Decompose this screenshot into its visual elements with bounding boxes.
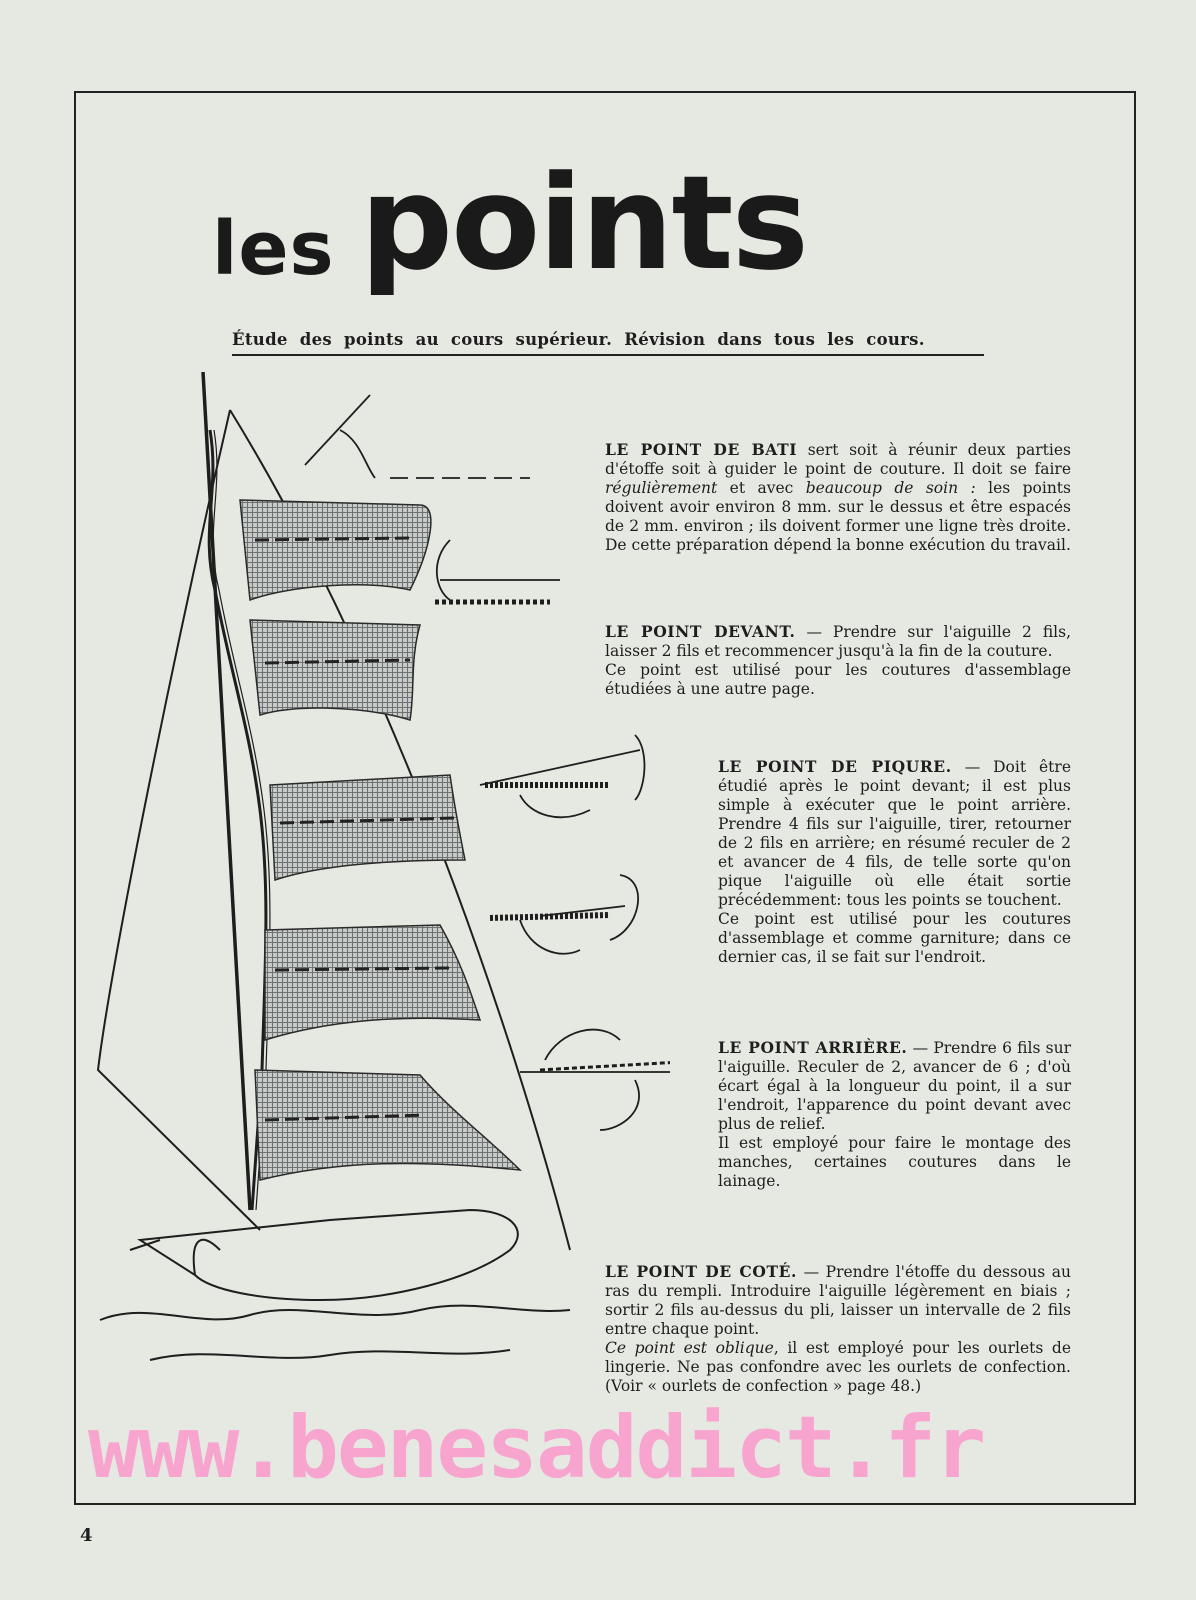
section-heading: LE POINT DE COTÉ. bbox=[605, 1262, 797, 1281]
section-text: Ce point est utilisé pour les coutures d'assemblage étudiées à une autre page. bbox=[605, 661, 1071, 698]
section-emphasis: beaucoup de soin : bbox=[805, 479, 976, 497]
page-number: 4 bbox=[80, 1525, 93, 1546]
section-heading: LE POINT DEVANT. bbox=[605, 622, 796, 641]
title-les: les bbox=[212, 206, 335, 292]
section-text: les points doivent avoir environ 8 mm. sur le dessus et être espacés de 2 mm. environ ; ils doivent former une ligne très droite. De cette préparation dépend la bonne exécution du travail. bbox=[605, 479, 1071, 554]
section-text: et avec bbox=[717, 479, 806, 497]
section-emphasis: Ce point est oblique bbox=[605, 1339, 774, 1357]
watermark: www.benesaddict.fr bbox=[88, 1398, 984, 1498]
section-point-de-piqure bbox=[718, 757, 1071, 967]
section-heading: LE POINT DE BATI bbox=[605, 440, 798, 459]
section-point-arriere bbox=[718, 1038, 1071, 1191]
sailboat-with-stitch-flags-icon bbox=[90, 370, 670, 1430]
section-point-devant bbox=[605, 622, 1071, 699]
section-heading: LE POINT ARRIÈRE. bbox=[718, 1038, 908, 1057]
subtitle: Étude des points au cours supérieur. Révision dans tous les cours. bbox=[232, 330, 925, 349]
section-heading: LE POINT DE PIQURE. bbox=[718, 757, 952, 776]
section-text: — Doit être étudié après le point devant; il est plus simple à exécuter que le point arrière. Prendre 4 fils sur l'aiguille, tirer, retourner de 2 fils en arrière; en résumé reculer de 2 et avancer de 4 fils, de telle sorte qu'on pique l'aiguille où elle était sortie précédemment: tous les points se touchent. bbox=[718, 758, 1071, 909]
page-title bbox=[210, 147, 810, 300]
section-text: — Prendre l'étoffe du dessous au ras du rempli. Introduire l'aiguille légèrement en biais ; sortir 2 fils au-dessus du pli, laisser un intervalle de 2 fils entre chaque point. bbox=[605, 1263, 1071, 1338]
section-text: sert soit à réunir deux parties d'étoffe soit à guider le point de couture. Il doit se faire bbox=[605, 441, 1071, 478]
section-text: Il est employé pour faire le montage des manches, certaines coutures dans le lainage. bbox=[718, 1134, 1071, 1190]
section-point-de-bati bbox=[605, 440, 1071, 555]
title-points: points bbox=[360, 147, 807, 299]
subtitle-rule bbox=[232, 354, 984, 356]
section-text: — Prendre sur l'aiguille 2 fils, laisser 2 fils et recommencer jusqu'à la fin de la couture. bbox=[605, 623, 1071, 660]
section-text: , il est employé pour les ourlets de lingerie. Ne pas confondre avec les ourlets de confection. (Voir « ourlets de confection » page 48.) bbox=[605, 1339, 1072, 1395]
section-text: — Prendre 6 fils sur l'aiguille. Reculer de 2, avancer de 6 ; d'où écart égal à la longueur du point, il a sur l'endroit, l'apparence du point devant avec plus de relief. bbox=[718, 1039, 1071, 1133]
section-text: Ce point est utilisé pour les coutures d'assemblage et comme garniture; dans ce dernier cas, il se fait sur l'endroit. bbox=[718, 910, 1071, 966]
section-point-de-cote bbox=[605, 1262, 1071, 1396]
section-emphasis: régulièrement bbox=[605, 479, 718, 497]
